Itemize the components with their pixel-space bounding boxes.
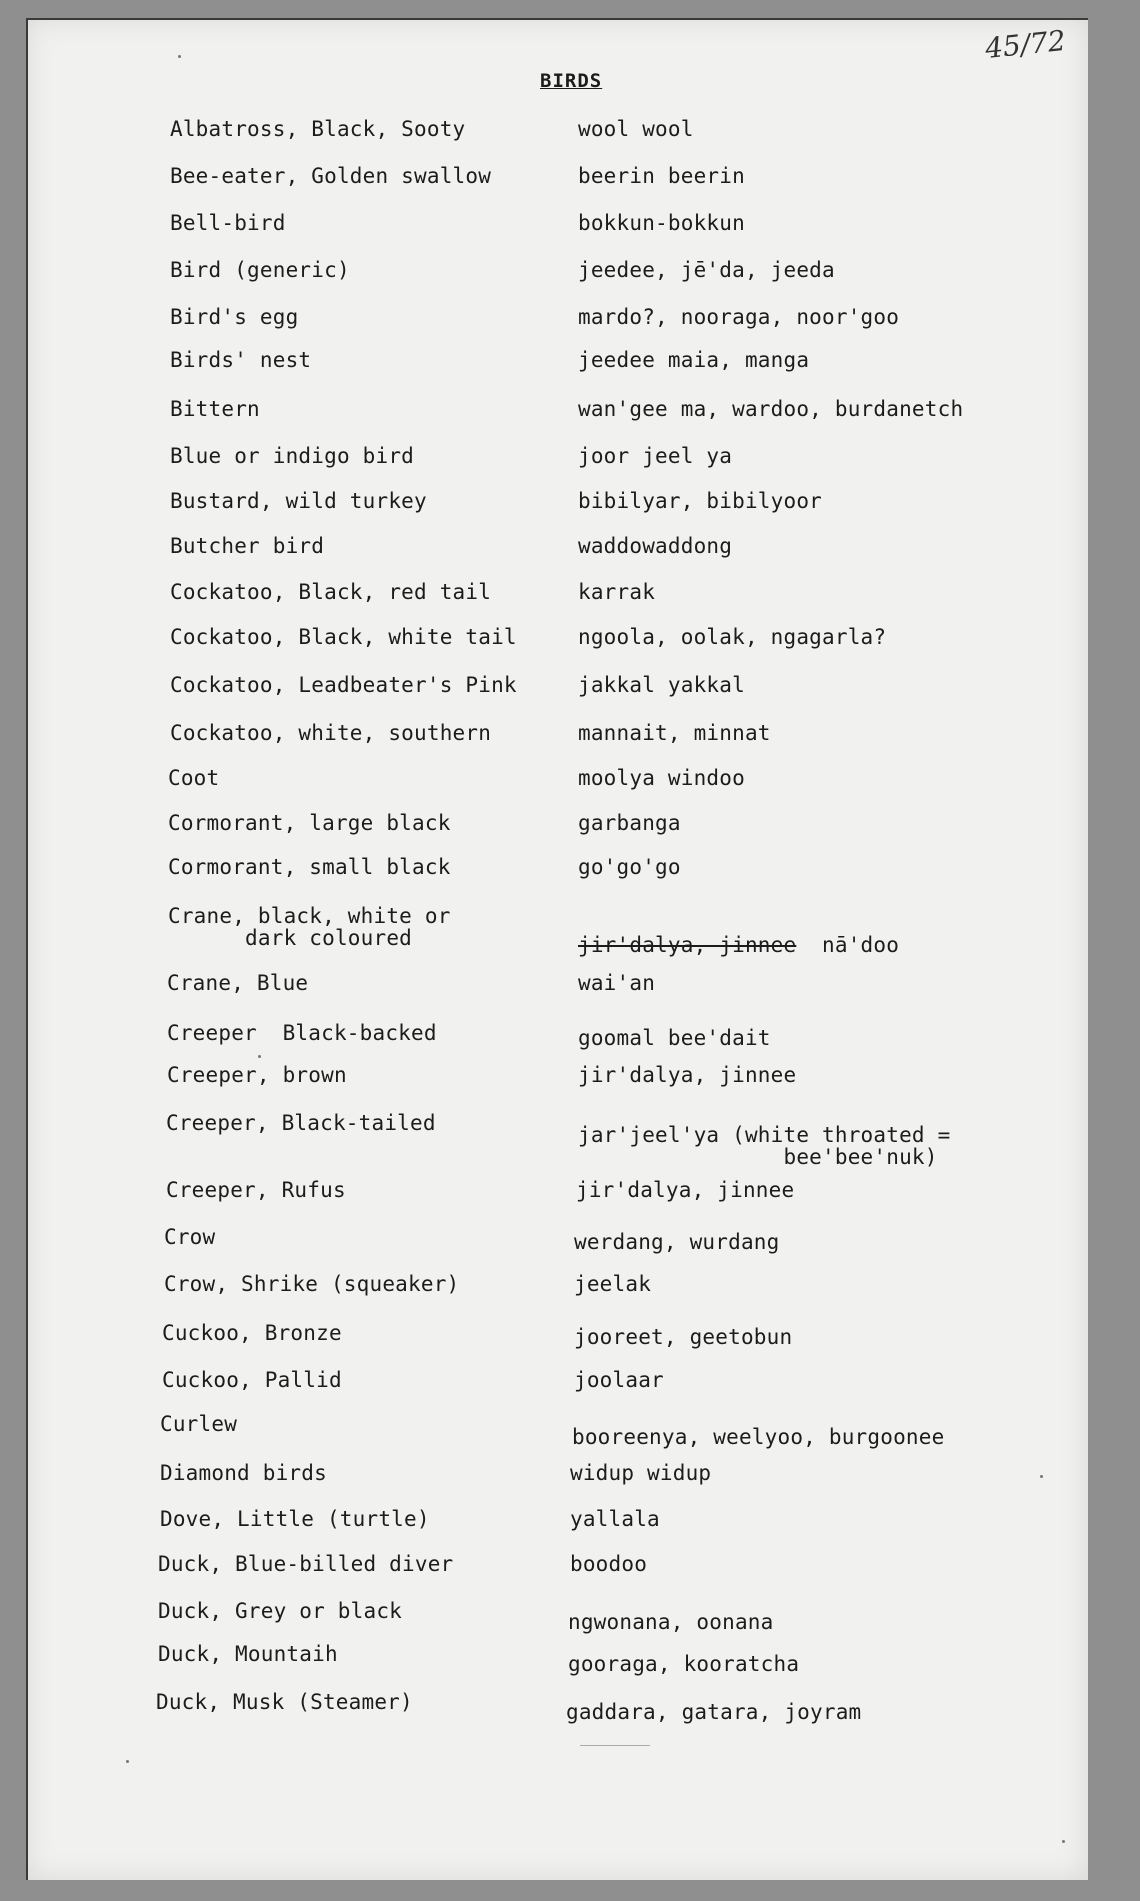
native-name: wan'gee ma, wardoo, burdanetch	[578, 397, 964, 421]
english-name: Albatross, Black, Sooty	[170, 117, 466, 141]
native-name: boodoo	[570, 1552, 648, 1576]
native-name: jooreet, geetobun	[574, 1325, 793, 1349]
english-name: Creeper, Black-tailed	[166, 1111, 436, 1135]
native-name: jeedee maia, manga	[578, 348, 810, 372]
entry-row	[0, 1368, 1140, 1392]
speck	[1062, 1840, 1065, 1843]
native-name: moolya windoo	[578, 766, 745, 790]
entry-row	[0, 1412, 1140, 1449]
entry-row	[0, 1690, 1140, 1724]
english-name: Cormorant, large black	[168, 811, 451, 835]
entry-row	[0, 348, 1140, 372]
native-name: waddowaddong	[578, 534, 733, 558]
entry-row	[0, 766, 1140, 790]
native-name: yallala	[570, 1507, 660, 1531]
native-name: goomal bee'dait	[578, 1026, 771, 1050]
page-title: BIRDS	[540, 70, 603, 92]
english-name: Crane, Blue	[167, 971, 309, 995]
english-name: Cuckoo, Pallid	[162, 1368, 342, 1392]
native-name: beerin beerin	[578, 164, 745, 188]
native-name-correction: nā'doo	[796, 933, 900, 957]
english-name: Cockatoo, white, southern	[170, 721, 492, 745]
english-name: Coot	[168, 766, 220, 790]
native-name: jir'dalya, jinnee	[576, 1178, 795, 1202]
entry-row	[0, 1461, 1140, 1485]
english-name: Cormorant, small black	[168, 855, 451, 879]
english-name: Creeper, Rufus	[166, 1178, 346, 1202]
english-name: Cockatoo, Black, white tail	[170, 625, 517, 649]
english-name: Bustard, wild turkey	[170, 489, 427, 513]
english-name: Bittern	[170, 397, 260, 421]
entry-row	[0, 1111, 1140, 1169]
native-name: gooraga, kooratcha	[568, 1652, 800, 1676]
english-name: Cockatoo, Leadbeater's Pink	[170, 673, 517, 697]
english-name: Cuckoo, Bronze	[162, 1321, 342, 1345]
english-name: Diamond birds	[160, 1461, 327, 1485]
native-name: werdang, wurdang	[574, 1230, 780, 1254]
entry-row	[0, 580, 1140, 604]
entry-row	[0, 489, 1140, 513]
english-name: Duck, Musk (Steamer)	[156, 1690, 413, 1714]
speck	[178, 55, 181, 58]
native-name	[578, 934, 899, 956]
native-name: jeedee, jē'da, jeeda	[578, 258, 835, 282]
native-name: jar'jeel'ya (white throated = bee'bee'nuk)	[578, 1123, 951, 1169]
native-name: widup widup	[570, 1461, 712, 1485]
english-name: Crow	[164, 1225, 216, 1249]
native-name: joolaar	[574, 1368, 664, 1392]
native-name: mannait, minnat	[578, 721, 771, 745]
entry-row	[0, 673, 1140, 697]
page-number: 45/72	[983, 23, 1068, 66]
entry-row	[0, 444, 1140, 468]
entry-row	[0, 1225, 1140, 1254]
english-name: Bell-bird	[170, 211, 286, 235]
english-name: Bird's egg	[170, 305, 299, 329]
entry-row	[0, 855, 1140, 879]
entry-row	[0, 305, 1140, 329]
entry-row	[0, 1599, 1140, 1634]
english-name: Duck, Grey or black	[158, 1599, 403, 1623]
entry-row	[0, 811, 1140, 835]
native-name: jeelak	[574, 1272, 652, 1296]
native-name: ngoola, oolak, ngagarla?	[578, 625, 887, 649]
english-name: Duck, Mountaih	[158, 1642, 338, 1666]
entry-row	[0, 1178, 1140, 1202]
entry-row	[0, 1063, 1140, 1087]
english-name: Duck, Blue-billed diver	[158, 1552, 454, 1576]
native-name: gaddara, gatara, joyram	[566, 1700, 862, 1724]
entry-row	[0, 1552, 1140, 1576]
native-name: wai'an	[578, 971, 656, 995]
struck-native-name: jir'dalya, jinnee	[578, 933, 797, 957]
native-name: jir'dalya, jinnee	[578, 1063, 797, 1087]
speck	[126, 1760, 129, 1763]
english-name: Bee-eater, Golden swallow	[170, 164, 492, 188]
entry-row	[0, 211, 1140, 235]
entry-row	[0, 625, 1140, 649]
entry-row	[0, 1642, 1140, 1676]
native-name: joor jeel ya	[578, 444, 733, 468]
english-name: Crane, black, white or dark coloured	[168, 904, 451, 950]
entry-row	[0, 258, 1140, 282]
entry-row	[0, 1272, 1140, 1296]
english-name: Crow, Shrike (squeaker)	[164, 1272, 460, 1296]
english-name: Creeper Black-backed	[167, 1021, 437, 1045]
native-name: bibilyar, bibilyoor	[578, 489, 823, 513]
speck	[1040, 1475, 1043, 1478]
entry-row	[0, 904, 1140, 957]
entry-row	[0, 1507, 1140, 1531]
english-name: Curlew	[160, 1412, 238, 1436]
native-name: go'go'go	[578, 855, 681, 879]
entry-row	[0, 721, 1140, 745]
english-name: Bird (generic)	[170, 258, 350, 282]
native-name: bokkun-bokkun	[578, 211, 745, 235]
speck	[258, 1055, 261, 1058]
english-name: Blue or indigo bird	[170, 444, 415, 468]
english-name: Dove, Little (turtle)	[160, 1507, 430, 1531]
english-name: Cockatoo, Black, red tail	[170, 580, 492, 604]
native-name: garbanga	[578, 811, 681, 835]
native-name: wool wool	[578, 117, 694, 141]
entry-row	[0, 534, 1140, 558]
native-name: karrak	[578, 580, 656, 604]
entry-row	[0, 971, 1140, 995]
entry-row	[0, 397, 1140, 421]
entry-row	[0, 164, 1140, 188]
frame-edge-top	[26, 18, 1088, 20]
trailing-dash	[580, 1745, 650, 1746]
native-name: ngwonana, oonana	[568, 1610, 774, 1634]
entry-row	[0, 117, 1140, 141]
native-name: jakkal yakkal	[578, 673, 745, 697]
native-name: mardo?, nooraga, noor'goo	[578, 305, 900, 329]
english-name: Butcher bird	[170, 534, 325, 558]
entry-row	[0, 1021, 1140, 1050]
english-name: Creeper, brown	[167, 1063, 347, 1087]
native-name: booreenya, weelyoo, burgoonee	[572, 1425, 945, 1449]
english-name: Birds' nest	[170, 348, 312, 372]
entry-row	[0, 1321, 1140, 1349]
